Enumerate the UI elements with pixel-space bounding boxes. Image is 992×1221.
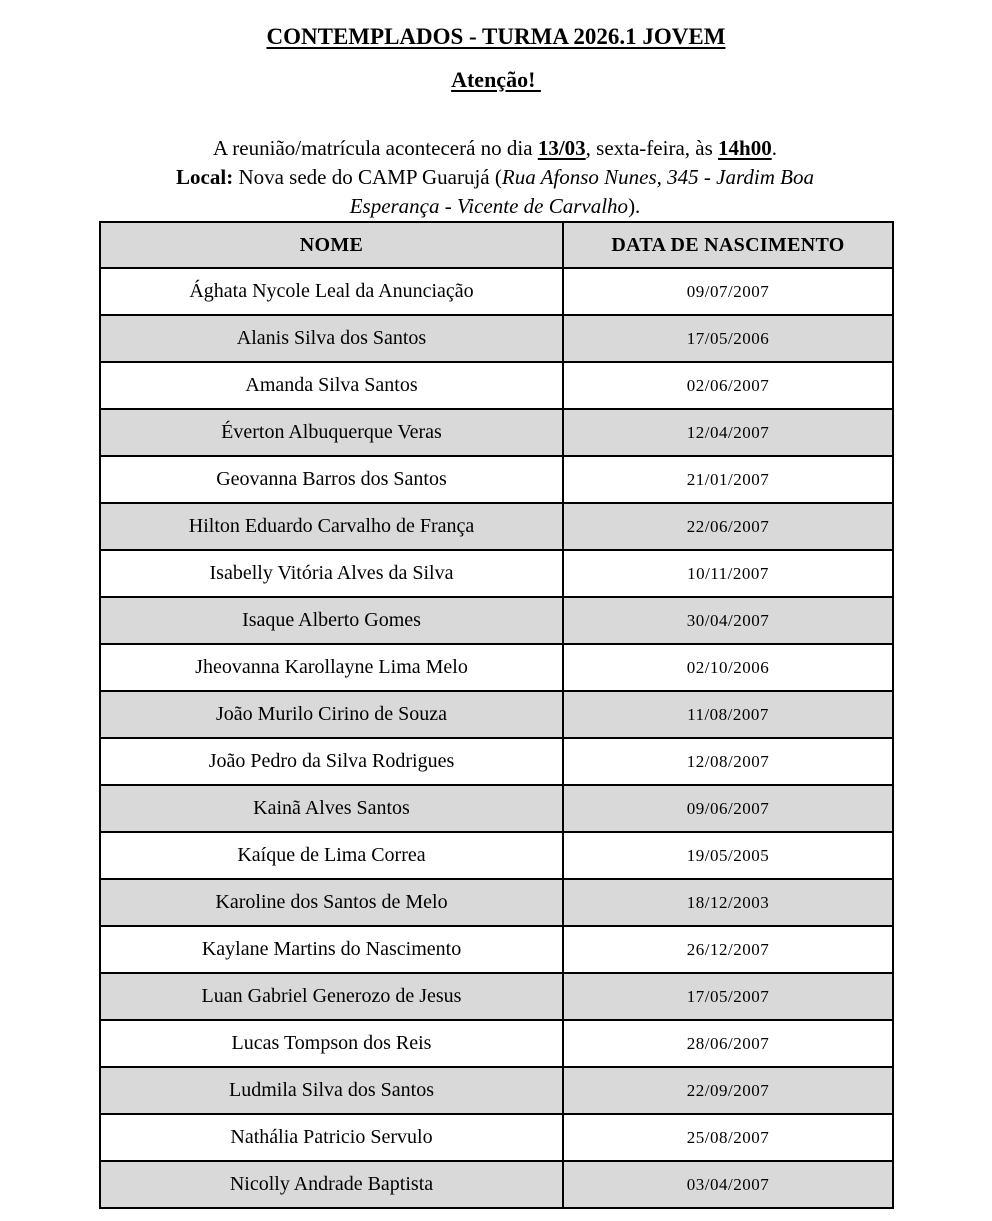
birth-date: 10/11/2007	[563, 550, 893, 597]
table-row	[100, 1020, 893, 1067]
local-suffix: ).	[628, 194, 641, 218]
info-line1-mid: , sexta-feira, às	[585, 136, 719, 160]
student-name: Hilton Eduardo Carvalho de França	[100, 503, 563, 550]
student-name: Isabelly Vitória Alves da Silva	[100, 550, 563, 597]
table-row	[100, 644, 893, 691]
table-row	[100, 315, 893, 362]
table-header-row	[100, 222, 893, 268]
birth-date: 26/12/2007	[563, 926, 893, 973]
birth-date: 17/05/2006	[563, 315, 893, 362]
table-row	[100, 503, 893, 550]
table-row	[100, 1161, 893, 1208]
table-row	[100, 268, 893, 315]
info-line1-suffix: .	[771, 136, 777, 160]
student-name: Jheovanna Karollayne Lima Melo	[100, 644, 563, 691]
birth-date: 02/06/2007	[563, 362, 893, 409]
table-row	[100, 597, 893, 644]
birth-date: 25/08/2007	[563, 1114, 893, 1161]
birth-date: 09/07/2007	[563, 268, 893, 315]
student-name: João Murilo Cirino de Souza	[100, 691, 563, 738]
attention-text: Atenção!	[451, 67, 541, 92]
student-name: Kainã Alves Santos	[100, 785, 563, 832]
meeting-info	[130, 134, 860, 221]
birth-date: 11/08/2007	[563, 691, 893, 738]
column-header-birthdate: DATA DE NASCIMENTO	[563, 222, 893, 268]
table-row	[100, 409, 893, 456]
student-name: Ághata Nycole Leal da Anunciação	[100, 268, 563, 315]
birth-date: 21/01/2007	[563, 456, 893, 503]
birth-date: 03/04/2007	[563, 1161, 893, 1208]
student-name: Nicolly Andrade Baptista	[100, 1161, 563, 1208]
table-row	[100, 550, 893, 597]
table-row	[100, 691, 893, 738]
meeting-date: 13/03	[537, 136, 586, 160]
student-name: Éverton Albuquerque Veras	[100, 409, 563, 456]
birth-date: 02/10/2006	[563, 644, 893, 691]
local-text: Nova sede do CAMP Guarujá (	[233, 165, 502, 189]
student-name: Karoline dos Santos de Melo	[100, 879, 563, 926]
student-name: João Pedro da Silva Rodrigues	[100, 738, 563, 785]
student-name: Geovanna Barros dos Santos	[100, 456, 563, 503]
table-row	[100, 1114, 893, 1161]
column-header-name: NOME	[100, 222, 563, 268]
birth-date: 28/06/2007	[563, 1020, 893, 1067]
table-row	[100, 973, 893, 1020]
table-row	[100, 456, 893, 503]
info-line1-prefix: A reunião/matrícula acontecerá no dia	[213, 136, 538, 160]
birth-date: 09/06/2007	[563, 785, 893, 832]
birth-date: 12/04/2007	[563, 409, 893, 456]
student-name: Nathália Patricio Servulo	[100, 1114, 563, 1161]
table-row	[100, 832, 893, 879]
table-row	[100, 785, 893, 832]
student-name: Luan Gabriel Generozo de Jesus	[100, 973, 563, 1020]
student-name: Lucas Tompson dos Reis	[100, 1020, 563, 1067]
local-label: Local:	[176, 165, 234, 189]
birth-date: 12/08/2007	[563, 738, 893, 785]
document-title	[0, 24, 992, 50]
student-name: Kaylane Martins do Nascimento	[100, 926, 563, 973]
table-row	[100, 926, 893, 973]
birth-date: 30/04/2007	[563, 597, 893, 644]
student-name: Ludmila Silva dos Santos	[100, 1067, 563, 1114]
address: Rua Afonso Nunes, 345 - Jardim Boa Esperança - Vicente de Carvalho	[349, 165, 814, 218]
meeting-time: 14h00	[718, 136, 772, 160]
title-text: CONTEMPLADOS - TURMA 2026.1 JOVEM	[266, 24, 726, 49]
attention-heading	[0, 67, 992, 93]
table-row	[100, 362, 893, 409]
student-name: Isaque Alberto Gomes	[100, 597, 563, 644]
table-row	[100, 1067, 893, 1114]
birth-date: 19/05/2005	[563, 832, 893, 879]
student-name: Alanis Silva dos Santos	[100, 315, 563, 362]
contemplated-table	[99, 221, 894, 1209]
table-row	[100, 738, 893, 785]
birth-date: 18/12/2003	[563, 879, 893, 926]
student-name: Kaíque de Lima Correa	[100, 832, 563, 879]
student-name: Amanda Silva Santos	[100, 362, 563, 409]
birth-date: 17/05/2007	[563, 973, 893, 1020]
birth-date: 22/06/2007	[563, 503, 893, 550]
birth-date: 22/09/2007	[563, 1067, 893, 1114]
table-row	[100, 879, 893, 926]
